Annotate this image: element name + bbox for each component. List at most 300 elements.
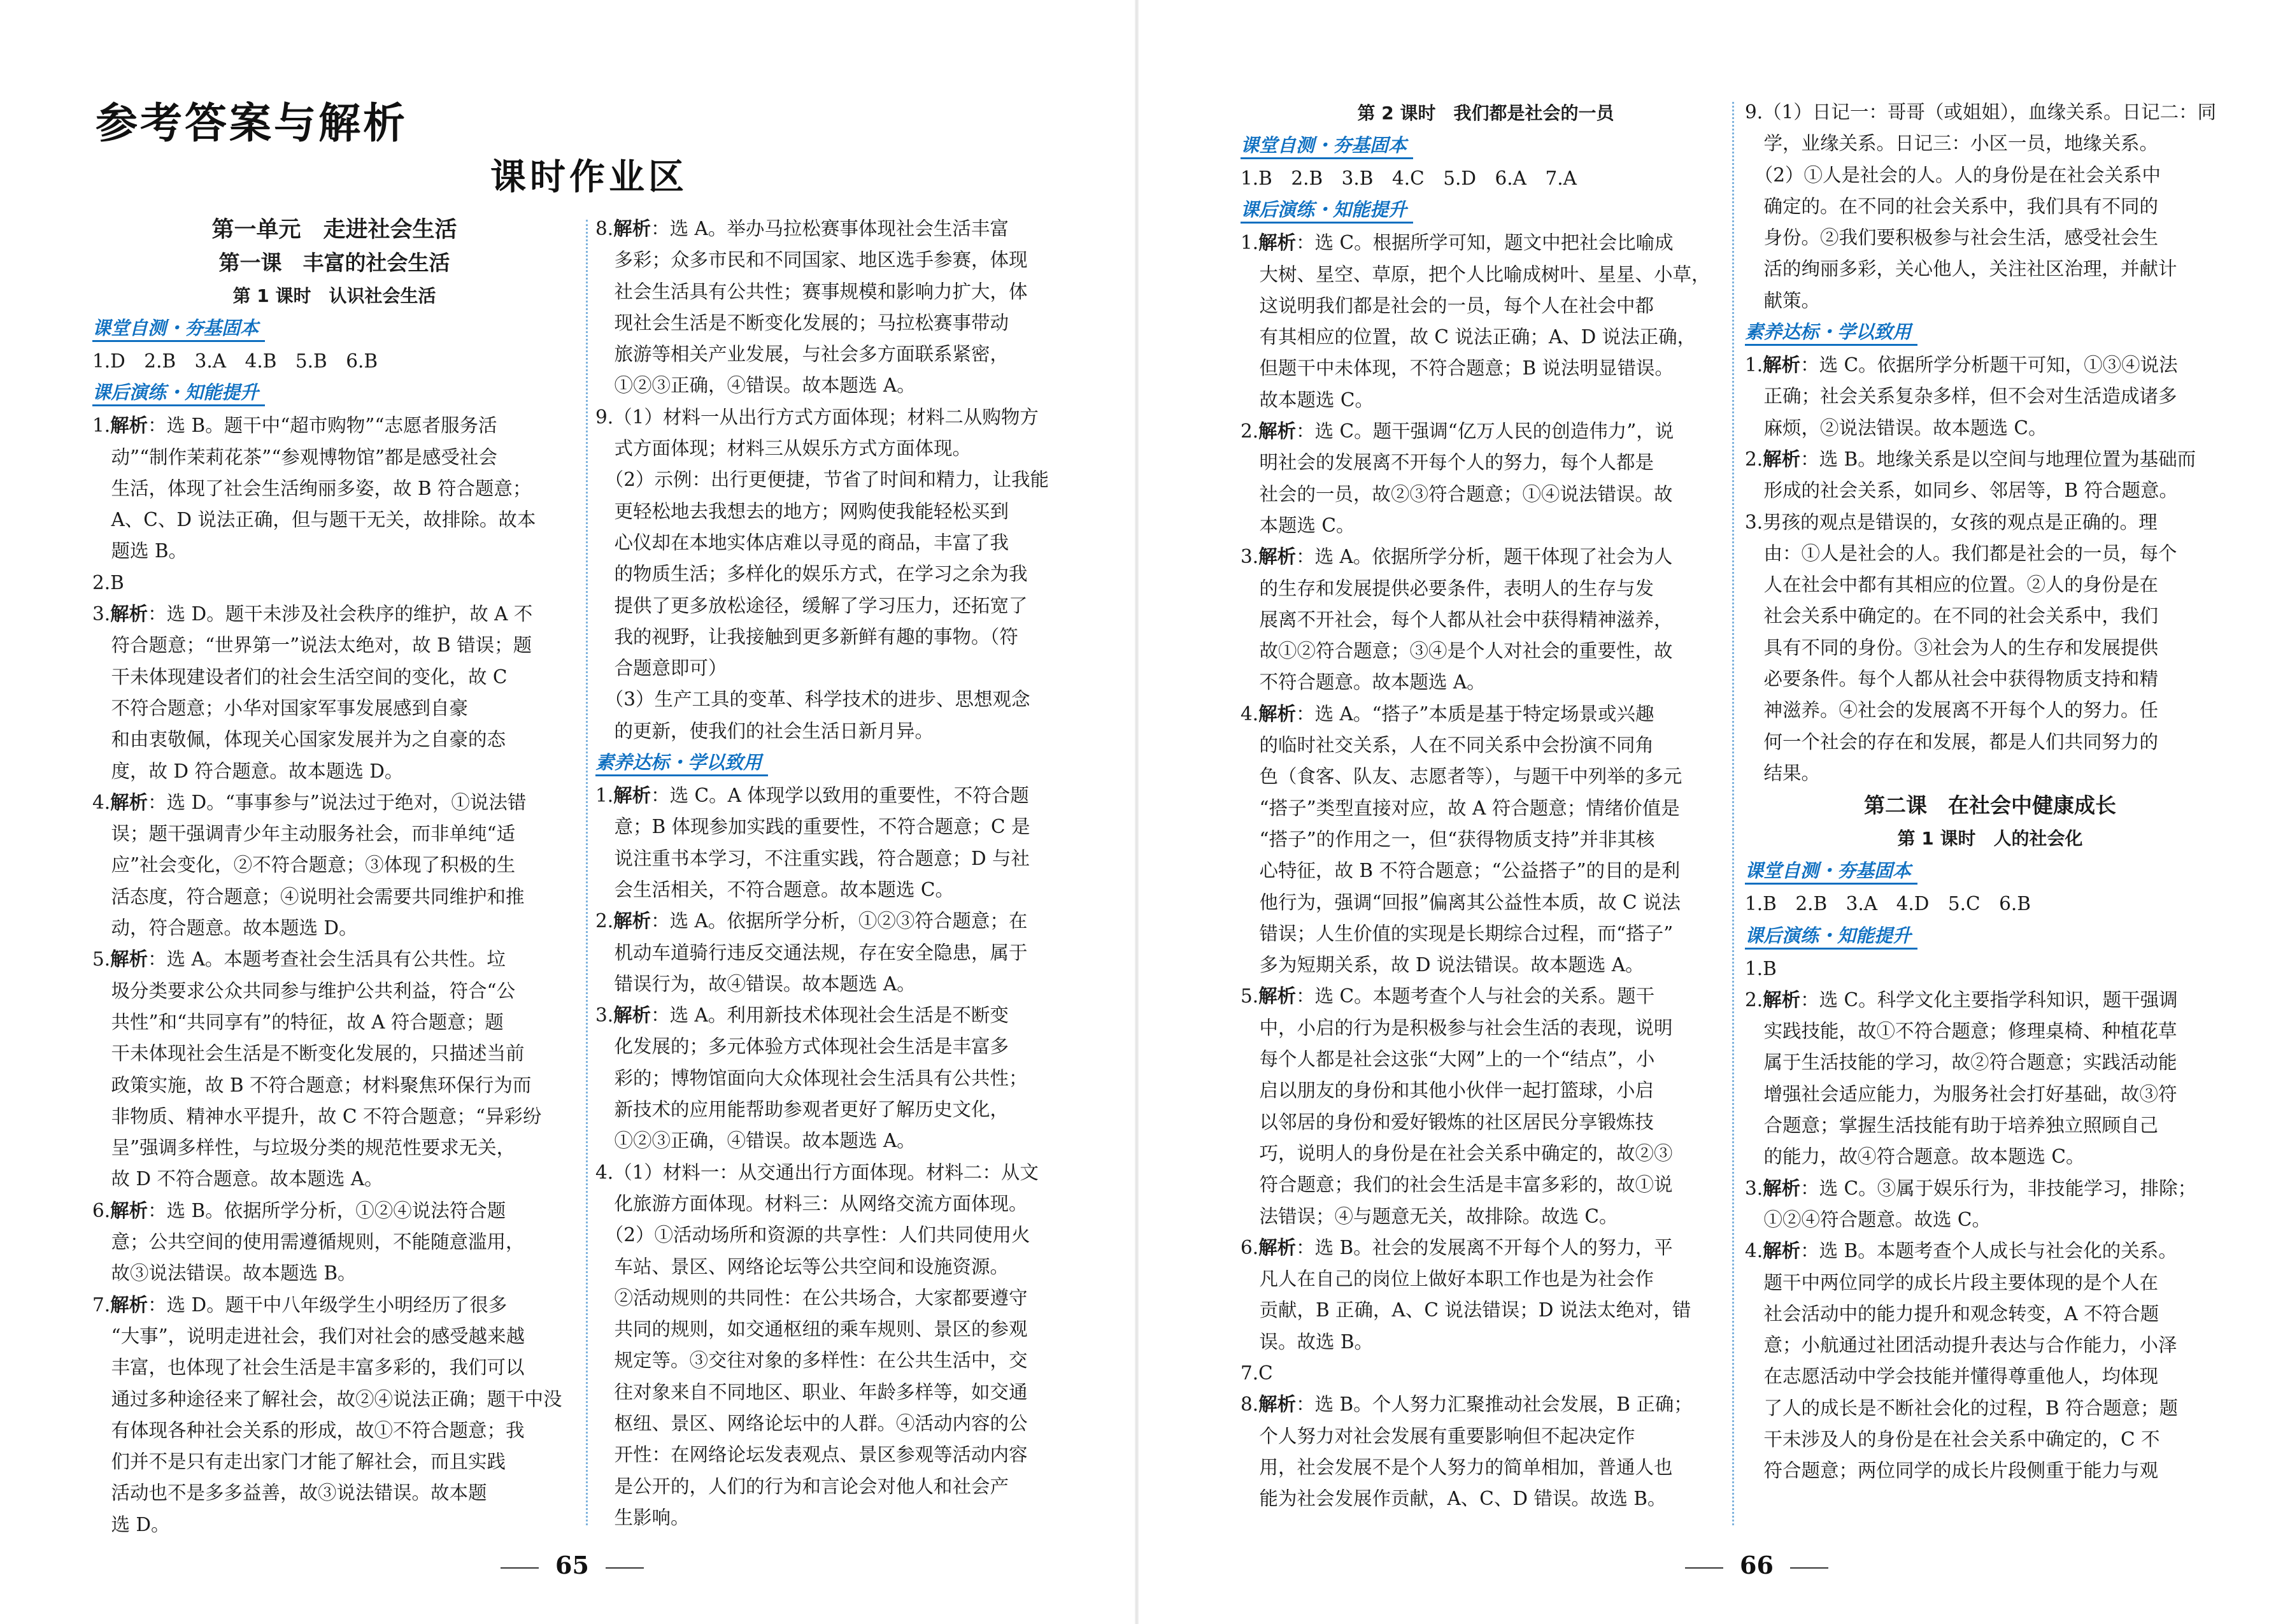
answer-text: ：选 C。根据所学可知，题文中把社会比喻成: [1296, 232, 1674, 254]
answer-text: “搭子”类型直接对应，故 A 符合题意；情绪价值是: [1241, 797, 1680, 819]
question-number: 8.: [595, 218, 614, 239]
question-number: 3.: [595, 1004, 614, 1027]
answer-line: [92, 944, 576, 975]
answer-text: 意；公共空间的使用需遵循规则，不能随意滥用，: [92, 1231, 525, 1253]
answer-text: 更轻松地去我想去的地方；网购使我能轻松买到: [595, 500, 1009, 522]
answer-text: 规定等。③交往对象的多样性：在公共生活中，交: [595, 1350, 1028, 1372]
answer-line: [595, 339, 1079, 370]
answer-text: 呈”强调多样性，与垃圾分类的规范性要求无关，: [92, 1137, 516, 1159]
answer-line: [1745, 1110, 2235, 1141]
analysis-tag: 解析: [110, 1293, 148, 1316]
answer-text: ：选 B。地缘关系是以空间与地理位置为基础而: [1800, 448, 2196, 470]
answer-line: [595, 1094, 1079, 1125]
answer-line: [92, 913, 576, 944]
answer-text: 法错误；④与题意无关，故排除。故选 C。: [1241, 1205, 1618, 1227]
section-label-row: [1241, 130, 1731, 163]
answer-text: 这说明我们都是社会的一员，每个人在社会中都: [1241, 294, 1654, 317]
answer-line: [595, 937, 1079, 969]
answer-text: 学，业缘关系。日记三：小区一员，地缘关系。: [1745, 132, 2159, 155]
answer-text: 9.（1）材料一从出行方式方面体现；材料二从购物方: [595, 406, 1039, 428]
answer-text: 巧，说明人的身份是在社会关系中确定的，故②③: [1241, 1142, 1673, 1164]
section-title: 课时作业区: [490, 157, 688, 198]
answer-text: 说注重书本学习，不注重实践，符合题意；D 与社: [595, 847, 1030, 869]
answer-line: [595, 1314, 1079, 1345]
answer-line: [595, 559, 1079, 590]
answer-line: [595, 622, 1079, 653]
period-heading: 第 1 课时 人的社会化: [1897, 828, 2083, 850]
answer-text: 旅游等相关产业发展，与社会多方面联系紧密，: [595, 343, 1009, 366]
answer-line: [1241, 1169, 1731, 1200]
question-number: 7.: [92, 1293, 111, 1316]
answer-text: 共同的规则，如交通枢纽的乘车规则、景区的参观: [595, 1318, 1028, 1341]
answer-line: [92, 1195, 576, 1227]
answer-text: 的物质生活；多样化的娱乐方式，在学习之余为我: [595, 563, 1028, 585]
answer-text: 贡献，B 正确，A、C 说法错误；D 说法太绝对，错: [1241, 1299, 1691, 1321]
answer-line: [595, 464, 1079, 495]
answer-line: [1745, 381, 2235, 412]
answer-text: 4.（1）材料一：从交通出行方面体现。材料二：从文: [595, 1161, 1039, 1183]
answer-line: [92, 881, 576, 913]
answer-line: [1241, 1421, 1731, 1452]
answer-line: [92, 662, 576, 693]
answer-line: [1241, 290, 1731, 322]
answer-line: [1745, 569, 2235, 601]
answer-text: 机动车道骑行违反交通法规，存在安全隐患，属于: [595, 941, 1028, 964]
answer-text: A、C、D 说法正确，但与题干无关，故排除。故本: [92, 509, 536, 531]
question-number: 1.: [92, 415, 111, 437]
answer-text: 的更新，使我们的社会生活日新月异。: [595, 720, 934, 742]
answer-line: [1241, 761, 1731, 792]
answer-line: [595, 906, 1079, 937]
answer-text: 往对象来自不同地区、职业、年龄多样等，如交通: [595, 1381, 1028, 1403]
answer-text: 新技术的应用能帮助参观者更好了解历史文化，: [595, 1099, 1009, 1121]
answer-text: 符合题意；我们的社会生活是丰富多彩的，故①说: [1241, 1174, 1673, 1196]
answer-text: （2）①人是社会的人。人的身份是在社会关系中: [1745, 164, 2161, 186]
answer-line: [1745, 1236, 2235, 1267]
question-number: 6.: [1241, 1236, 1259, 1258]
answer-line: [1745, 413, 2235, 444]
answer-line: [595, 780, 1079, 811]
section-label: 课后演练・知能提升: [1241, 197, 1413, 224]
answer-text: 身份。②我们要积极参与社会生活，感受社会生: [1745, 227, 2159, 249]
answer-text: 用，社会发展不是个人努力的简单相加，普通人也: [1241, 1456, 1673, 1478]
answer-text: 共性”和“共同享有”的特征，故 A 符合题意；题: [92, 1011, 504, 1033]
answer-line: [1745, 1455, 2235, 1486]
answer-line: [92, 410, 576, 441]
analysis-tag: 解析: [613, 1004, 651, 1027]
analysis-tag: 解析: [110, 1199, 148, 1222]
answer-text: 符合题意；两位同学的成长片段侧重于能力与观: [1745, 1460, 2159, 1482]
answer-line: [1241, 1075, 1731, 1106]
answer-line: [1745, 1361, 2235, 1392]
answer-text: ：选 C。科学文化主要指学科知识，题干强调: [1800, 988, 2178, 1011]
answer-text: ①②④符合题意。故选 C。: [1745, 1208, 1991, 1230]
answer-text: ：选 B。社会的发展离不开每个人的努力，平: [1296, 1236, 1673, 1258]
answer-text: 实践技能，故①不符合题意；修理桌椅、种植花草: [1745, 1020, 2177, 1043]
answer-line: [1745, 160, 2235, 191]
answer-text: 1.D 2.B 3.A 4.B 5.B 6.B: [92, 350, 378, 372]
question-number: 1.: [595, 785, 614, 807]
answer-line: [595, 370, 1079, 401]
analysis-tag: 解析: [1258, 232, 1297, 254]
answer-line: [595, 1408, 1079, 1439]
answer-text: （2）①活动场所和资源的共享性：人们共同使用火: [595, 1224, 1030, 1246]
answer-line: [1745, 1141, 2235, 1172]
answer-line: [595, 245, 1079, 276]
answer-text: 通过多种途径来了解社会，故②④说法正确；题干中没: [92, 1388, 562, 1410]
analysis-tag: 解析: [110, 603, 148, 625]
answer-text: ：选 A。依据所学分析，①②③符合题意；在: [651, 910, 1028, 932]
answer-line: [92, 504, 576, 536]
column-divider: [1732, 102, 1734, 1525]
answer-text: 们并不是只有走出家门才能了解社会，而且实践: [92, 1451, 506, 1473]
answer-line: [92, 1227, 576, 1258]
answer-text: ②活动规则的共同性：在公共场合，大家都要遵守: [595, 1286, 1028, 1309]
answer-line: [92, 1290, 576, 1321]
answer-text: 干未体现社会生活是不断变化发展的，只描述当前: [92, 1043, 525, 1065]
answer-text: 心仪却在本地实体店难以寻觅的商品，丰富了我: [595, 531, 1009, 553]
answer-text: 启以朋友的身份和其他小伙伴一起打篮球，小启: [1241, 1079, 1654, 1102]
answer-text: 形成的社会关系，如同乡、邻居等，B 符合题意。: [1745, 480, 2179, 502]
answer-text: 会生活相关，不符合题意。故本题选 C。: [595, 878, 954, 901]
answer-line: [92, 536, 576, 567]
answer-line: [1241, 667, 1731, 698]
answer-line: [92, 1478, 576, 1509]
answer-line: [1241, 259, 1731, 290]
answer-line: [595, 1345, 1079, 1376]
answer-line: [92, 693, 576, 724]
answer-line: [1745, 128, 2235, 159]
answer-line: [92, 724, 576, 755]
answer-line: [595, 843, 1079, 874]
answer-line: [1241, 604, 1731, 636]
answer-text: 明社会的发展离不开每个人的努力，每个人都是: [1241, 452, 1654, 474]
analysis-tag: 解析: [613, 910, 651, 932]
answer-text: 错误；人生价值的实现是长期综合过程，而“搭子”: [1241, 922, 1674, 944]
analysis-tag: 解析: [1763, 354, 1801, 376]
answer-line: [595, 1063, 1079, 1094]
answer-text: 社会关系中确定的。在不同的社会关系中，我们: [1745, 605, 2159, 627]
analysis-tag: 解析: [1258, 1236, 1297, 1258]
answer-text: 每个人都是社会这张“大网”上的一个“结点”，小: [1241, 1048, 1655, 1071]
question-number: 8.: [1241, 1393, 1259, 1416]
section-label-row: [1745, 920, 2235, 953]
answer-line: [1745, 444, 2235, 475]
answer-text: 提供了更多放松途径，缓解了学习压力，还拓宽了: [595, 594, 1028, 616]
answer-line: [1241, 385, 1731, 416]
answer-text: 车站、景区、网络论坛等公共空间和设施资源。: [595, 1255, 1009, 1278]
answer-text: 正确；社会关系复杂多样，但不会对生活造成诸多: [1745, 385, 2177, 408]
answer-line: [1241, 1107, 1731, 1138]
answer-line: [92, 787, 576, 818]
answer-text: “搭子”的作用之一，但“获得物质支持”并非其核: [1241, 828, 1655, 850]
question-number: 1.: [1745, 354, 1763, 376]
answer-text: 个人努力对社会发展有重要影响但不起决定作: [1241, 1425, 1635, 1447]
page-number-left: 65: [484, 1551, 660, 1579]
answer-text: 生影响。: [595, 1506, 690, 1528]
answer-text: ：选 B。个人努力汇聚推动社会发展，B 正确；: [1296, 1393, 1693, 1416]
section-label: 课堂自测・夯基固本: [1241, 133, 1413, 159]
answer-line: [1241, 824, 1731, 855]
answer-text: 的能力，故④符合题意。故本题选 C。: [1745, 1146, 2085, 1168]
answer-line: [92, 630, 576, 661]
answer-line: [1745, 888, 2235, 920]
answer-text: 意；B 体现参加实践的重要性，不符合题意；C 是: [595, 816, 1030, 838]
answer-line: [92, 473, 576, 504]
section-label-row: [92, 377, 576, 410]
analysis-tag: 解析: [1763, 1177, 1801, 1199]
answer-line: [1241, 163, 1731, 194]
answer-text: 故本题选 C。: [1241, 388, 1374, 411]
answer-text: 1.B: [1745, 957, 1777, 979]
answer-line: [92, 346, 576, 377]
question-number: 4.: [1241, 702, 1259, 725]
answer-line: [1241, 573, 1731, 604]
answer-line: [595, 1125, 1079, 1157]
answer-text: 中，小启的行为是积极参与社会生活的表现，说明: [1241, 1016, 1673, 1039]
answer-text: 由：①人是社会的人。我们都是社会的一员，每个: [1745, 542, 2177, 564]
lesson-heading: 第一课 丰富的社会生活: [218, 250, 450, 275]
answer-text: ：选 B。依据所学分析，①②④说法符合题: [148, 1199, 506, 1222]
answer-text: 多为短期关系，故 D 说法错误。故本题选 A。: [1241, 954, 1644, 976]
answer-line: [1745, 1173, 2235, 1204]
answer-text: 误；题干强调青少年主动服务社会，而非单纯“适: [92, 823, 516, 845]
answer-line: [1745, 191, 2235, 222]
answer-text: 政策实施，故 B 不符合题意；材料聚焦环保行为而: [92, 1074, 532, 1096]
section-label: 素养达标・学以致用: [595, 750, 768, 776]
answer-text: ：选 D。题干未涉及社会秩序的维护，故 A 不: [148, 603, 533, 625]
answer-line: [1745, 632, 2235, 664]
analysis-tag: 解析: [1258, 702, 1297, 725]
answer-text: 题选 B。: [92, 540, 188, 562]
answer-line: [1241, 1232, 1731, 1264]
analysis-tag: 解析: [110, 948, 148, 971]
answer-text: 合题意；掌握生活技能有助于培养独立照顾自己: [1745, 1115, 2159, 1137]
answer-line: [92, 599, 576, 630]
answer-text: 不符合题意。故本题选 A。: [1241, 671, 1486, 694]
answer-text: ：选 C。题干强调“亿万人民的创造伟力”，说: [1296, 420, 1674, 443]
answer-text: 圾分类要求公众共同参与维护公共利益，符合“公: [92, 979, 516, 1002]
column-divider: [586, 220, 588, 1525]
answer-line: [1745, 350, 2235, 381]
answer-line: [92, 1415, 576, 1446]
answer-line: [92, 1070, 576, 1101]
answer-line: [92, 1446, 576, 1478]
answer-line: [595, 1502, 1079, 1534]
answer-text: 但题干中未体现，不符合题意；B 说法明显错误。: [1241, 357, 1674, 380]
answer-line: [1745, 1047, 2235, 1078]
answer-text: 神滋养。④社会的发展离不开每个人的努力。任: [1745, 699, 2159, 722]
answer-text: ：选 A。“搭子”本质是基于特定场景或兴趣: [1296, 702, 1654, 725]
answer-line: [1745, 953, 2235, 985]
answer-text: 选 D。: [92, 1513, 170, 1535]
answer-text: 心特征，故 B 不符合题意；“公益搭子”的目的是利: [1241, 860, 1681, 882]
section-label-row: [1745, 855, 2235, 888]
answer-line: [1241, 730, 1731, 761]
answer-line: [92, 1321, 576, 1352]
analysis-tag: 解析: [110, 791, 148, 813]
answer-line: [1241, 793, 1731, 824]
answer-line: [595, 969, 1079, 1000]
answer-line: [1745, 222, 2235, 253]
answer-line: [595, 653, 1079, 684]
question-number: 4.: [1745, 1240, 1763, 1262]
lesson-heading: 第二课 在社会中健康成长: [1864, 793, 2116, 818]
left-page: [0, 0, 1134, 1624]
question-number: 3.: [1745, 1177, 1763, 1199]
answer-line: [1241, 510, 1731, 541]
answer-text: 7.C: [1241, 1362, 1273, 1384]
answer-text: 不符合题意；小华对国家军事发展感到自豪: [92, 697, 469, 719]
answer-line: [1241, 1452, 1731, 1483]
answer-line: [92, 1509, 576, 1541]
answer-line: [92, 976, 576, 1007]
answer-line: [595, 874, 1079, 906]
answer-line: [1241, 1327, 1731, 1358]
section-label: 课堂自测・夯基固本: [92, 316, 265, 342]
answer-text: 活态度，符合题意；④说明社会需要共同维护和推: [92, 885, 525, 908]
analysis-tag: 解析: [1763, 988, 1801, 1011]
question-number: 2.: [1241, 420, 1259, 443]
answer-text: 3.男孩的观点是错误的，女孩的观点是正确的。理: [1745, 511, 2158, 533]
answer-line: [595, 496, 1079, 527]
book-gutter: [1135, 0, 1139, 1624]
answer-text: 结果。: [1745, 762, 1821, 784]
answer-text: 2.B: [92, 571, 124, 594]
answer-line: [1745, 695, 2235, 726]
answer-text: “大事”，说明走进社会，我们对社会的感受越来越: [92, 1325, 525, 1347]
answer-text: 人在社会中都有其相应的位置。②人的身份是在: [1745, 574, 2159, 596]
answer-line: [1241, 1295, 1731, 1326]
answer-line: [1241, 699, 1731, 730]
answer-text: 意；小航通过社团活动提升表达与合作能力，小泽: [1745, 1334, 2177, 1357]
section-label: 素养达标・学以致用: [1745, 320, 1917, 346]
answer-text: 化旅游方面体现。材料三：从网络交流方面体现。: [595, 1192, 1028, 1214]
answer-text: 化发展的；多元体验方式体现社会生活是丰富多: [595, 1036, 1009, 1058]
answer-text: ：选 A。举办马拉松赛事体现社会生活丰富: [651, 218, 1009, 239]
question-number: 2.: [1745, 448, 1763, 470]
section-label-row: [92, 313, 576, 346]
answer-text: ：选 D。“事事参与”说法过于绝对，①说法错: [148, 791, 527, 813]
answer-line: [1241, 1201, 1731, 1232]
answer-line: [1745, 253, 2235, 285]
answer-text: 故③说法错误。故本题选 B。: [92, 1262, 357, 1285]
answer-line: [595, 716, 1079, 747]
answer-text: ：选 C。依据所学分析题干可知，①③④说法: [1800, 354, 2178, 376]
answer-text: ：选 B。本题考查个人成长与社会化的关系。: [1800, 1240, 2177, 1262]
answer-text: 生活，体现了社会生活绚丽多姿，故 B 符合题意；: [92, 477, 532, 499]
answer-line: [595, 1251, 1079, 1283]
analysis-tag: 解析: [1258, 985, 1297, 1008]
question-number: 3.: [1241, 546, 1259, 568]
answer-text: 属于生活技能的学习，故②符合题意；实践活动能: [1745, 1051, 2177, 1074]
answer-text: 他行为，强调“回报”偏离其公益性本质，故 C 说法: [1241, 891, 1681, 913]
answer-text: 彩的；博物馆面向大众体现社会生活具有公共性；: [595, 1067, 1028, 1089]
answer-line: [1241, 353, 1731, 384]
answer-line: [595, 308, 1079, 339]
answer-text: 活的绚丽多彩，关心他人，关注社区治理，并献计: [1745, 258, 2177, 280]
answer-line: [92, 818, 576, 850]
answer-line: [1241, 416, 1731, 447]
answer-text: 能为社会发展作贡献，A、C、D 错误。故选 B。: [1241, 1488, 1667, 1510]
answer-line: [1241, 447, 1731, 478]
answer-text: 社会活动中的能力提升和观念转变，A 不符合题: [1745, 1302, 2159, 1325]
answer-line: [595, 1220, 1079, 1251]
answer-line: [1241, 541, 1731, 573]
answer-line: [1745, 1330, 2235, 1361]
answer-line: [1745, 97, 2235, 128]
answer-text: ：选 C。A 体现学以致用的重要性，不符合题: [651, 785, 1029, 807]
section-label-row: [1241, 194, 1731, 227]
right-page: [1140, 0, 2276, 1624]
question-number: 2.: [595, 910, 614, 932]
answer-text: 凡人在自己的岗位上做好本职工作也是为社会作: [1241, 1268, 1654, 1290]
answer-text: 度，故 D 符合题意。故本题选 D。: [92, 760, 404, 782]
answer-text: 和由衷敬佩，体现关心国家发展并为之自豪的态: [92, 729, 506, 751]
answer-line: [1241, 981, 1731, 1012]
answer-line: [1241, 1358, 1731, 1389]
column-3: [1241, 97, 1731, 1514]
analysis-tag: 解析: [1258, 546, 1297, 568]
answer-text: 活动也不是多多益善，故③说法错误。故本题: [92, 1482, 487, 1504]
answer-line: [1241, 1044, 1731, 1075]
answer-line: [1241, 950, 1731, 981]
answer-line: [1241, 1389, 1731, 1420]
answer-text: （2）示例：出行更便捷，节省了时间和精力，让我能: [595, 469, 1049, 491]
analysis-tag: 解析: [110, 415, 148, 437]
answer-line: [1745, 1299, 2235, 1330]
page-number-right: 66: [1668, 1551, 1845, 1579]
answer-text: ：选 A。利用新技术体现社会生活是不断变: [651, 1004, 1009, 1027]
answer-line: [595, 811, 1079, 843]
section-label-row: [595, 747, 1079, 780]
answer-text: 现社会生活是不断变化发展的；马拉松赛事带动: [595, 311, 1009, 334]
answer-line: [595, 684, 1079, 715]
answer-line: [595, 276, 1079, 308]
answer-text: 合题意即可）: [595, 657, 727, 680]
period-heading: 第 2 课时 我们都是社会的一员: [1357, 103, 1614, 124]
answer-text: 丰富，也体现了社会生活是丰富多彩的，我们可以: [92, 1357, 525, 1379]
answer-line: [1745, 1079, 2235, 1110]
analysis-tag: 解析: [613, 218, 651, 239]
answer-text: 题干中两位同学的成长片段主要体现的是个人在: [1745, 1271, 2159, 1293]
answer-text: ：选 B。题干中“超市购物”“志愿者服务活: [148, 415, 497, 437]
answer-text: 故①②符合题意；③④是个人对社会的重要性，故: [1241, 640, 1673, 662]
answer-line: [1745, 1424, 2235, 1455]
answer-line: [92, 1101, 576, 1132]
answer-line: [1745, 664, 2235, 695]
answer-text: 开性：在网络论坛发表观点、景区参观等活动内容: [595, 1444, 1028, 1466]
question-number: 3.: [92, 603, 111, 625]
answer-line: [595, 433, 1079, 464]
answer-text: （3）生产工具的变革、科学技术的进步、思想观念: [595, 688, 1030, 711]
answer-line: [1745, 285, 2235, 317]
answer-text: ①②③正确，④错误。故本题选 A。: [595, 1130, 916, 1152]
answer-line: [595, 402, 1079, 433]
answer-text: 误。故选 B。: [1241, 1330, 1374, 1353]
question-number: 4.: [92, 791, 111, 813]
answer-text: ：选 D。题干中八年级学生小明经历了很多: [148, 1293, 508, 1316]
answer-text: 本题选 C。: [1241, 514, 1355, 536]
answer-line: [1241, 1264, 1731, 1295]
answer-line: [1745, 1267, 2235, 1299]
section-label-row: [1745, 317, 2235, 350]
answer-line: [1241, 1483, 1731, 1514]
answer-text: 1.B 2.B 3.B 4.C 5.D 6.A 7.A: [1241, 167, 1577, 189]
analysis-tag: 解析: [613, 785, 651, 807]
answer-line: [1745, 475, 2235, 506]
answer-text: 9.（1）日记一：哥哥（或姐姐），血缘关系。日记二：同: [1745, 101, 2217, 123]
